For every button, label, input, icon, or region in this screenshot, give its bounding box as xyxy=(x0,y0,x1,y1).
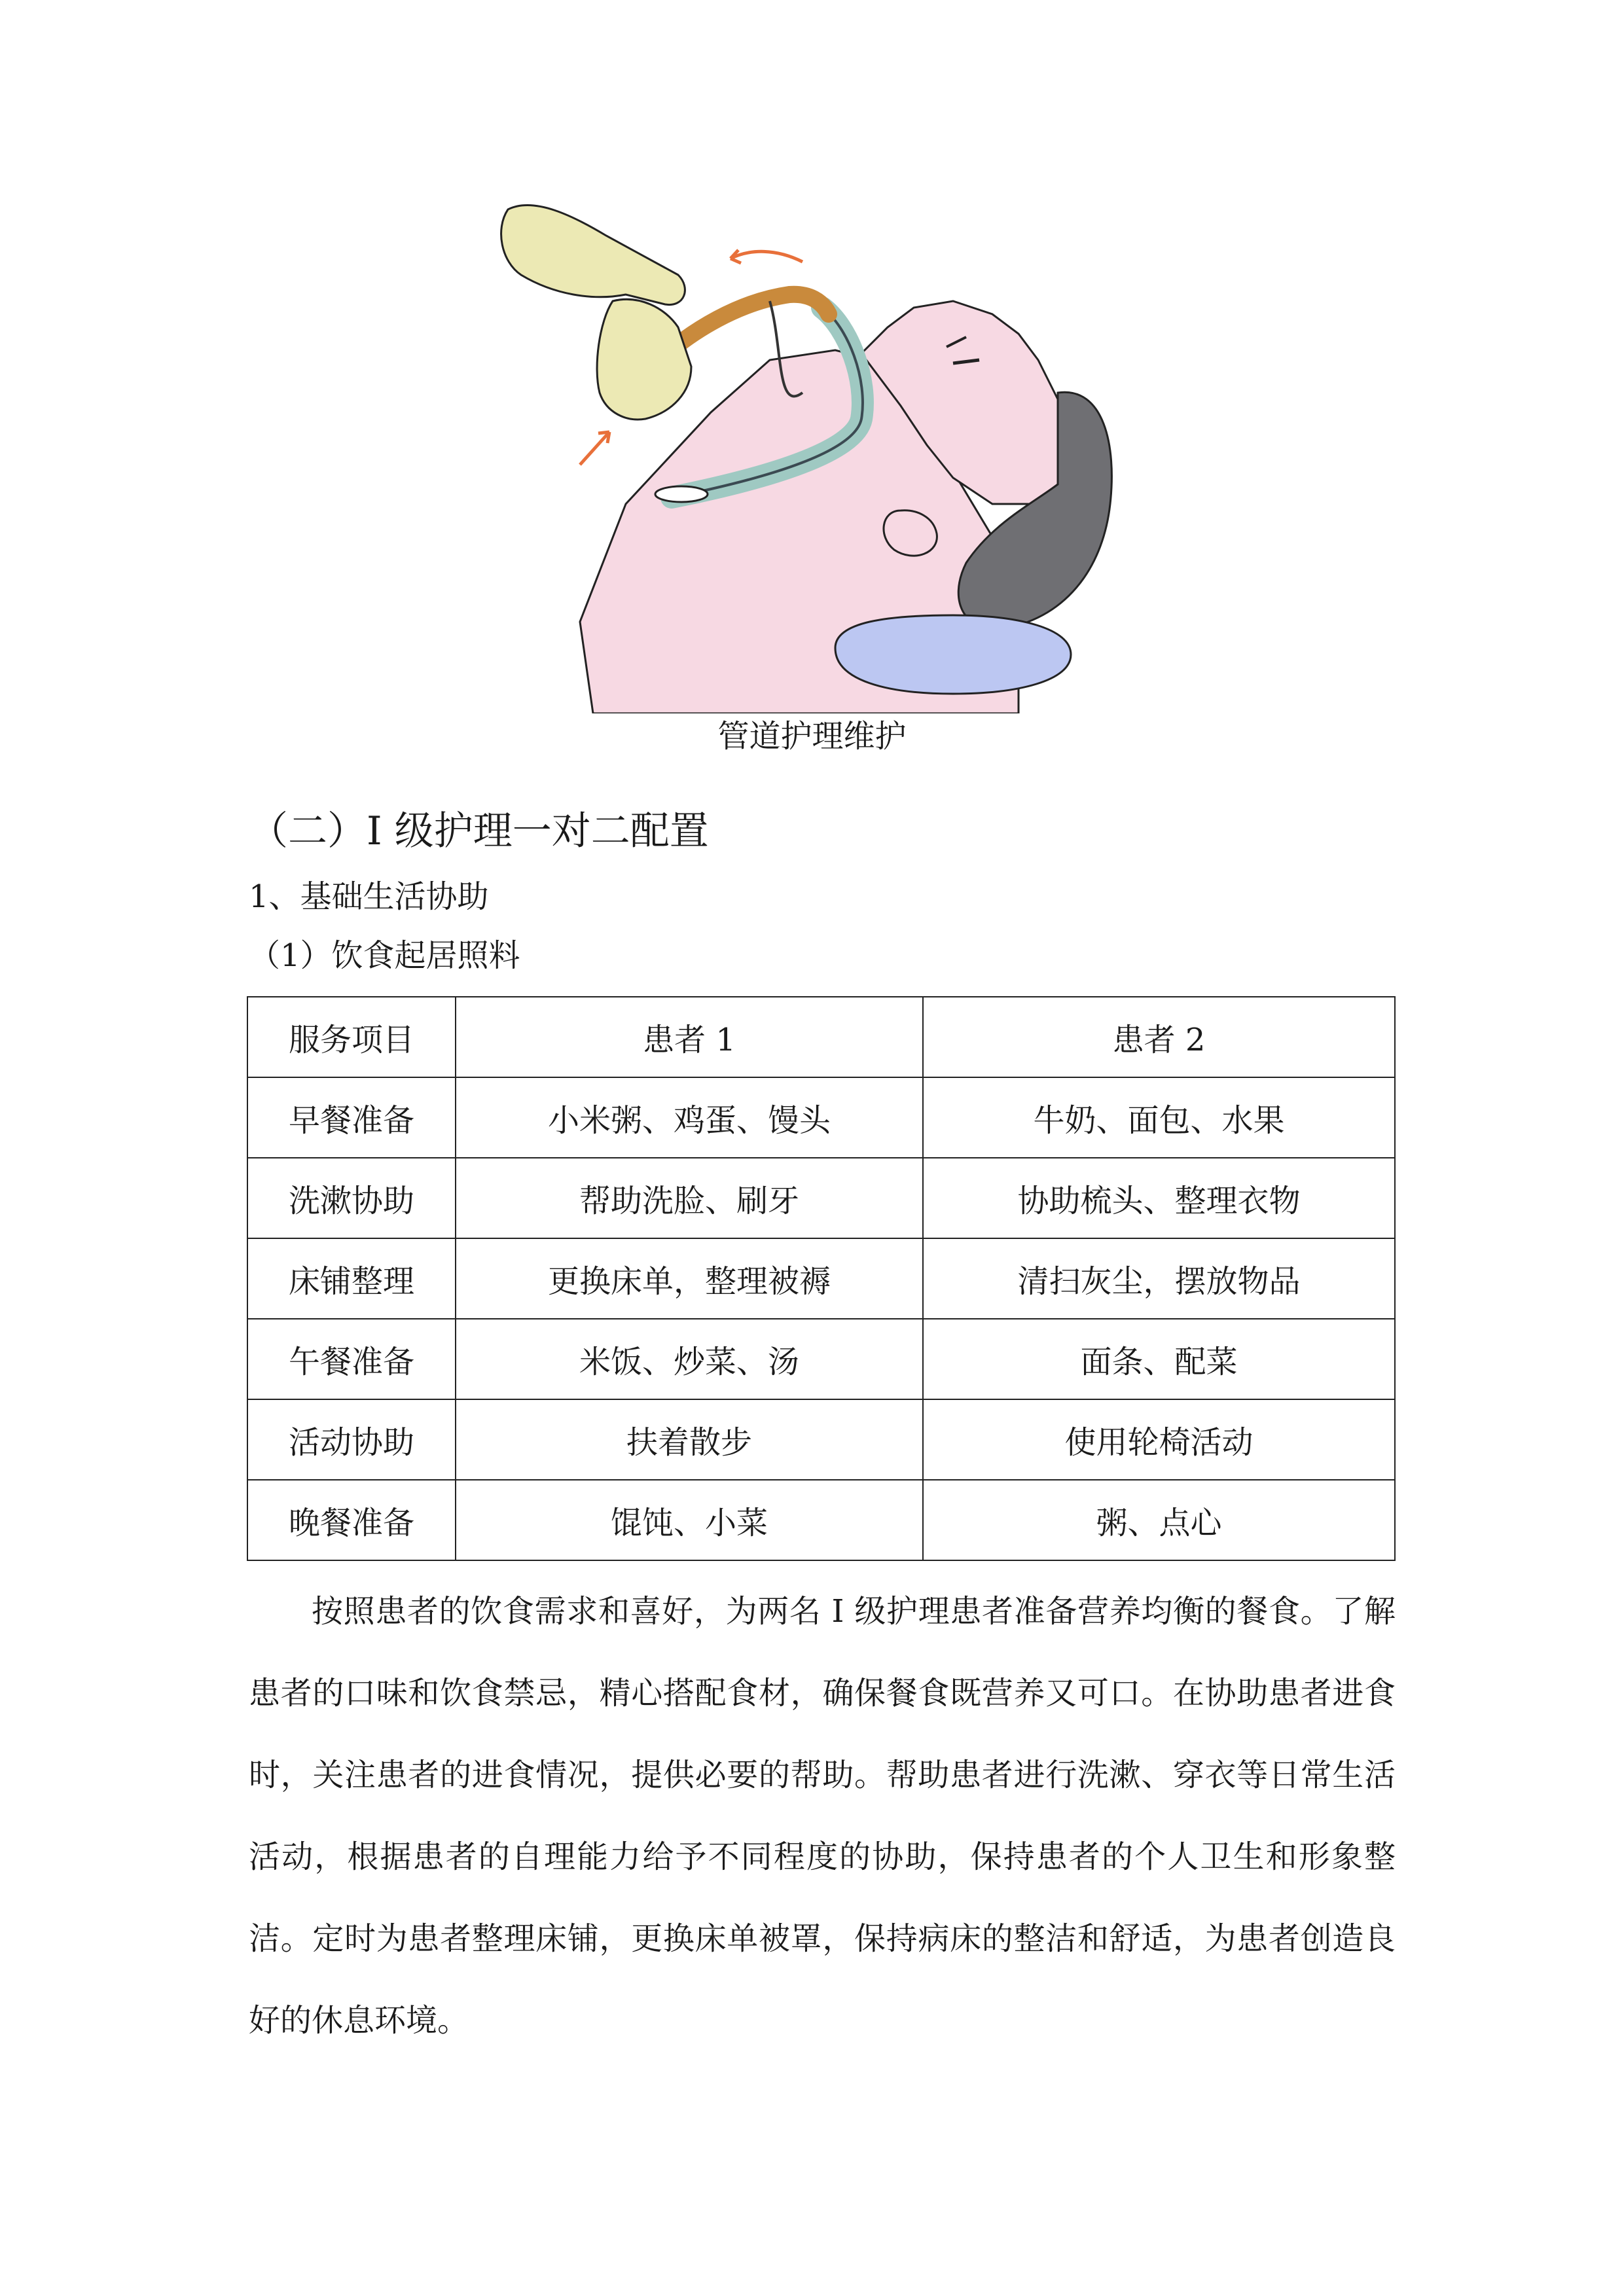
table-header-row xyxy=(247,997,1395,1077)
cell-patient-2: 面条、配菜 xyxy=(923,1319,1395,1399)
tube-cuff xyxy=(655,486,708,502)
intubation-illustration-icon xyxy=(495,196,1136,713)
subheading-basic-life-assistance: 1、基础生活协助 xyxy=(249,878,489,915)
gloved-hand-upper xyxy=(501,206,685,305)
subheading-diet-daily-care: （1）饮食起居照料 xyxy=(249,937,520,974)
cell-patient-2: 牛奶、面包、水果 xyxy=(923,1077,1395,1158)
cell-patient-2: 清扫灰尘，摆放物品 xyxy=(923,1238,1395,1319)
cell-service: 活动协助 xyxy=(247,1399,456,1480)
cell-patient-1: 帮助洗脸、刷牙 xyxy=(456,1158,923,1238)
table-row xyxy=(247,1158,1395,1238)
cell-patient-1: 米饭、炒菜、汤 xyxy=(456,1319,923,1399)
cell-patient-2: 粥、点心 xyxy=(923,1480,1395,1560)
table-row xyxy=(247,1399,1395,1480)
table-row xyxy=(247,1480,1395,1560)
cell-service: 床铺整理 xyxy=(247,1238,456,1319)
cell-patient-2: 使用轮椅活动 xyxy=(923,1399,1395,1480)
cell-service: 晚餐准备 xyxy=(247,1480,456,1560)
cell-patient-1: 更换床单，整理被褥 xyxy=(456,1238,923,1319)
cell-patient-1: 小米粥、鸡蛋、馒头 xyxy=(456,1077,923,1158)
table-row xyxy=(247,1238,1395,1319)
section-title: （二）I 级护理一对二配置 xyxy=(249,808,709,854)
cell-service: 早餐准备 xyxy=(247,1077,456,1158)
header-patient-1: 患者 1 xyxy=(456,997,923,1077)
table-row xyxy=(247,1319,1395,1399)
care-schedule-table xyxy=(247,996,1396,1561)
body-paragraph: 按照患者的饮食需求和喜好，为两名 I 级护理患者准备营养均衡的餐食。了解患者的口味和饮食禁忌，精心搭配食材，确保餐食既营养又可口。在协助患者进食时，关注患者的进食情况，提供必要的帮助。帮助患者进行洗漱、穿衣等日常生活活动，根据患者的自理能力给予不同程度的协助，保持患者的个人卫生和形象整洁。定时为患者整理床铺，更换床单被罩，保持病床的整洁和舒适，为患者创造良好的休息环境。 xyxy=(249,1593,1396,2039)
figure-caption: 管道护理维护 xyxy=(717,718,907,755)
intubation-figure xyxy=(495,196,1136,713)
header-patient-2: 患者 2 xyxy=(923,997,1395,1077)
arrow-left xyxy=(580,432,609,465)
pillow xyxy=(835,615,1071,694)
header-service-item: 服务项目 xyxy=(247,997,456,1077)
table-row xyxy=(247,1077,1395,1158)
arrow-top xyxy=(731,251,803,262)
gloved-hand-lower xyxy=(597,299,691,420)
cell-service: 洗漱协助 xyxy=(247,1158,456,1238)
cell-patient-1: 馄饨、小菜 xyxy=(456,1480,923,1560)
cell-patient-1: 扶着散步 xyxy=(456,1399,923,1480)
cell-patient-2: 协助梳头、整理衣物 xyxy=(923,1158,1395,1238)
cell-service: 午餐准备 xyxy=(247,1319,456,1399)
